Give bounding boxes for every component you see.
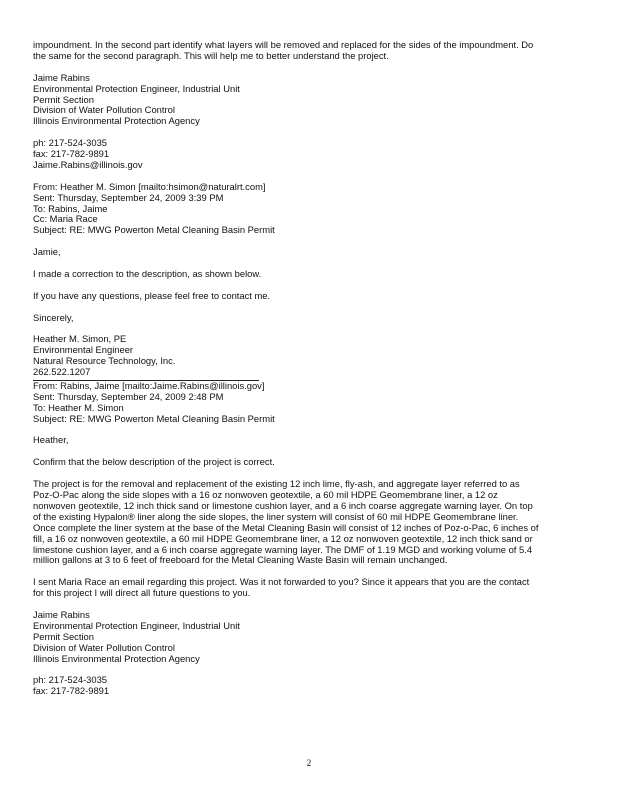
email-address: Jaime.Rabins@illinois.gov — [33, 158, 143, 170]
email-greeting — [33, 247, 588, 258]
email-to: To: Rabins, Jaime — [33, 202, 108, 214]
body-text: I made a correction to the description, as shown below. — [33, 267, 262, 279]
signature-block-3 — [33, 610, 588, 665]
signature-title: Environmental Protection Engineer, Industrial Unit — [33, 619, 240, 631]
signature-block-2 — [33, 334, 588, 381]
contact-block-2 — [33, 675, 588, 697]
text-line: I sent Maria Race an email regarding this project. Was it not forwarded to you? Since it appears that you are the contact — [33, 576, 530, 588]
body-text: If you have any questions, please feel free to contact me. — [33, 289, 271, 301]
text-line: the same for the second paragraph. This will help me to better understand the project. — [33, 49, 389, 61]
closing-text: Sincerely, — [33, 311, 74, 323]
signature-title: Environmental Protection Engineer, Industrial Unit — [33, 82, 240, 94]
text-line: million gallons at 3 to 6 feet of freeboard for the Metal Cleaning Waste Basin will remain unchanged. — [33, 554, 448, 566]
signature-name: Heather M. Simon, PE — [33, 333, 127, 345]
signature-title: Environmental Engineer — [33, 344, 134, 356]
email-body-paragraph — [33, 269, 588, 280]
signature-section: Permit Section — [33, 93, 94, 105]
text-line: impoundment. In the second part identify what layers will be removed and replaced for the sides of the impoundment. Do — [33, 39, 534, 50]
signature-phone: 262.522.1207 — [33, 366, 91, 378]
signature-company: Natural Resource Technology, Inc. — [33, 355, 176, 367]
email-header-1 — [33, 182, 588, 237]
email-cc: Cc: Maria Race — [33, 213, 98, 225]
greeting-text: Heather, — [33, 434, 69, 446]
email-subject: Subject: RE: MWG Powerton Metal Cleaning Basin Permit — [33, 224, 275, 236]
greeting-text: Jamie, — [33, 246, 61, 258]
phone-number: ph: 217-524-3035 — [33, 674, 108, 686]
signature-section: Permit Section — [33, 630, 94, 642]
text-line: for this project I will direct all future questions to you. — [33, 587, 251, 599]
body-text: Confirm that the below description of the project is correct. — [33, 456, 275, 468]
signature-agency: Illinois Environmental Protection Agency — [33, 652, 200, 664]
signature-name: Jaime Rabins — [33, 608, 90, 620]
text-line: Once complete the liner system at the base of the Metal Cleaning Basin will consist of 12 inches of Poz-o-Pac, 6 inches of — [33, 521, 539, 533]
contact-block-1 — [33, 138, 588, 171]
text-line: Poz-O-Pac along the side slopes with a 16 oz nonwoven geotextile, a 60 mil HDPE Geomembrane liner, a 12 oz — [33, 488, 498, 500]
signature-division: Division of Water Pollution Control — [33, 641, 175, 653]
email-closing — [33, 313, 588, 324]
signature-agency: Illinois Environmental Protection Agency — [33, 115, 200, 127]
page-number: 2 — [306, 758, 312, 768]
email-body-paragraph — [33, 291, 588, 302]
signature-block-1 — [33, 73, 588, 128]
email-sent: Sent: Thursday, September 24, 2009 2:48 PM — [33, 390, 224, 402]
email-from: From: Heather M. Simon [mailto:hsimon@naturalrt.com] — [33, 180, 266, 192]
phone-number: ph: 217-524-3035 — [33, 137, 108, 149]
text-line: fill, a 16 oz nonwoven geotextile, a 60 mil HDPE Geomembrane liner, a 12 oz nonwoven geotextile, 12 inch thick sand or — [33, 532, 533, 544]
email-to: To: Heather M. Simon — [33, 401, 124, 413]
email-body-paragraph — [33, 457, 588, 468]
project-description — [33, 479, 588, 566]
email-subject: Subject: RE: MWG Powerton Metal Cleaning Basin Permit — [33, 412, 275, 424]
email-greeting — [33, 435, 588, 446]
email-sent: Sent: Thursday, September 24, 2009 3:39 PM — [33, 191, 224, 203]
fax-number: fax: 217-782-9891 — [33, 685, 110, 697]
signature-division: Division of Water Pollution Control — [33, 104, 175, 116]
document-page — [33, 40, 588, 697]
text-line: nonwoven geotextile, 12 inch thick sand or limestone cushion layer, and a 6 inch coarse aggregate warning layer. On top — [33, 499, 533, 511]
email-from: From: Rabins, Jaime [mailto:Jaime.Rabins@illinois.gov] — [33, 379, 265, 391]
forward-paragraph — [33, 577, 588, 599]
signature-name: Jaime Rabins — [33, 71, 90, 83]
text-line: The project is for the removal and replacement of the existing 12 inch lime, fly-ash, and aggregate layer referred to as — [33, 478, 520, 490]
text-line: of the existing Hypalon® liner along the side slopes, the liner system will consist of 60 mil HDPE Geomembrane liner. — [33, 510, 519, 522]
fax-number: fax: 217-782-9891 — [33, 148, 110, 160]
intro-paragraph — [33, 40, 588, 62]
email-header-2 — [33, 381, 588, 425]
text-line: limestone cushion layer, and a 6 inch coarse aggregate warning layer. The DMF of 1.19 MGD and working volume of 5.4 — [33, 543, 533, 555]
